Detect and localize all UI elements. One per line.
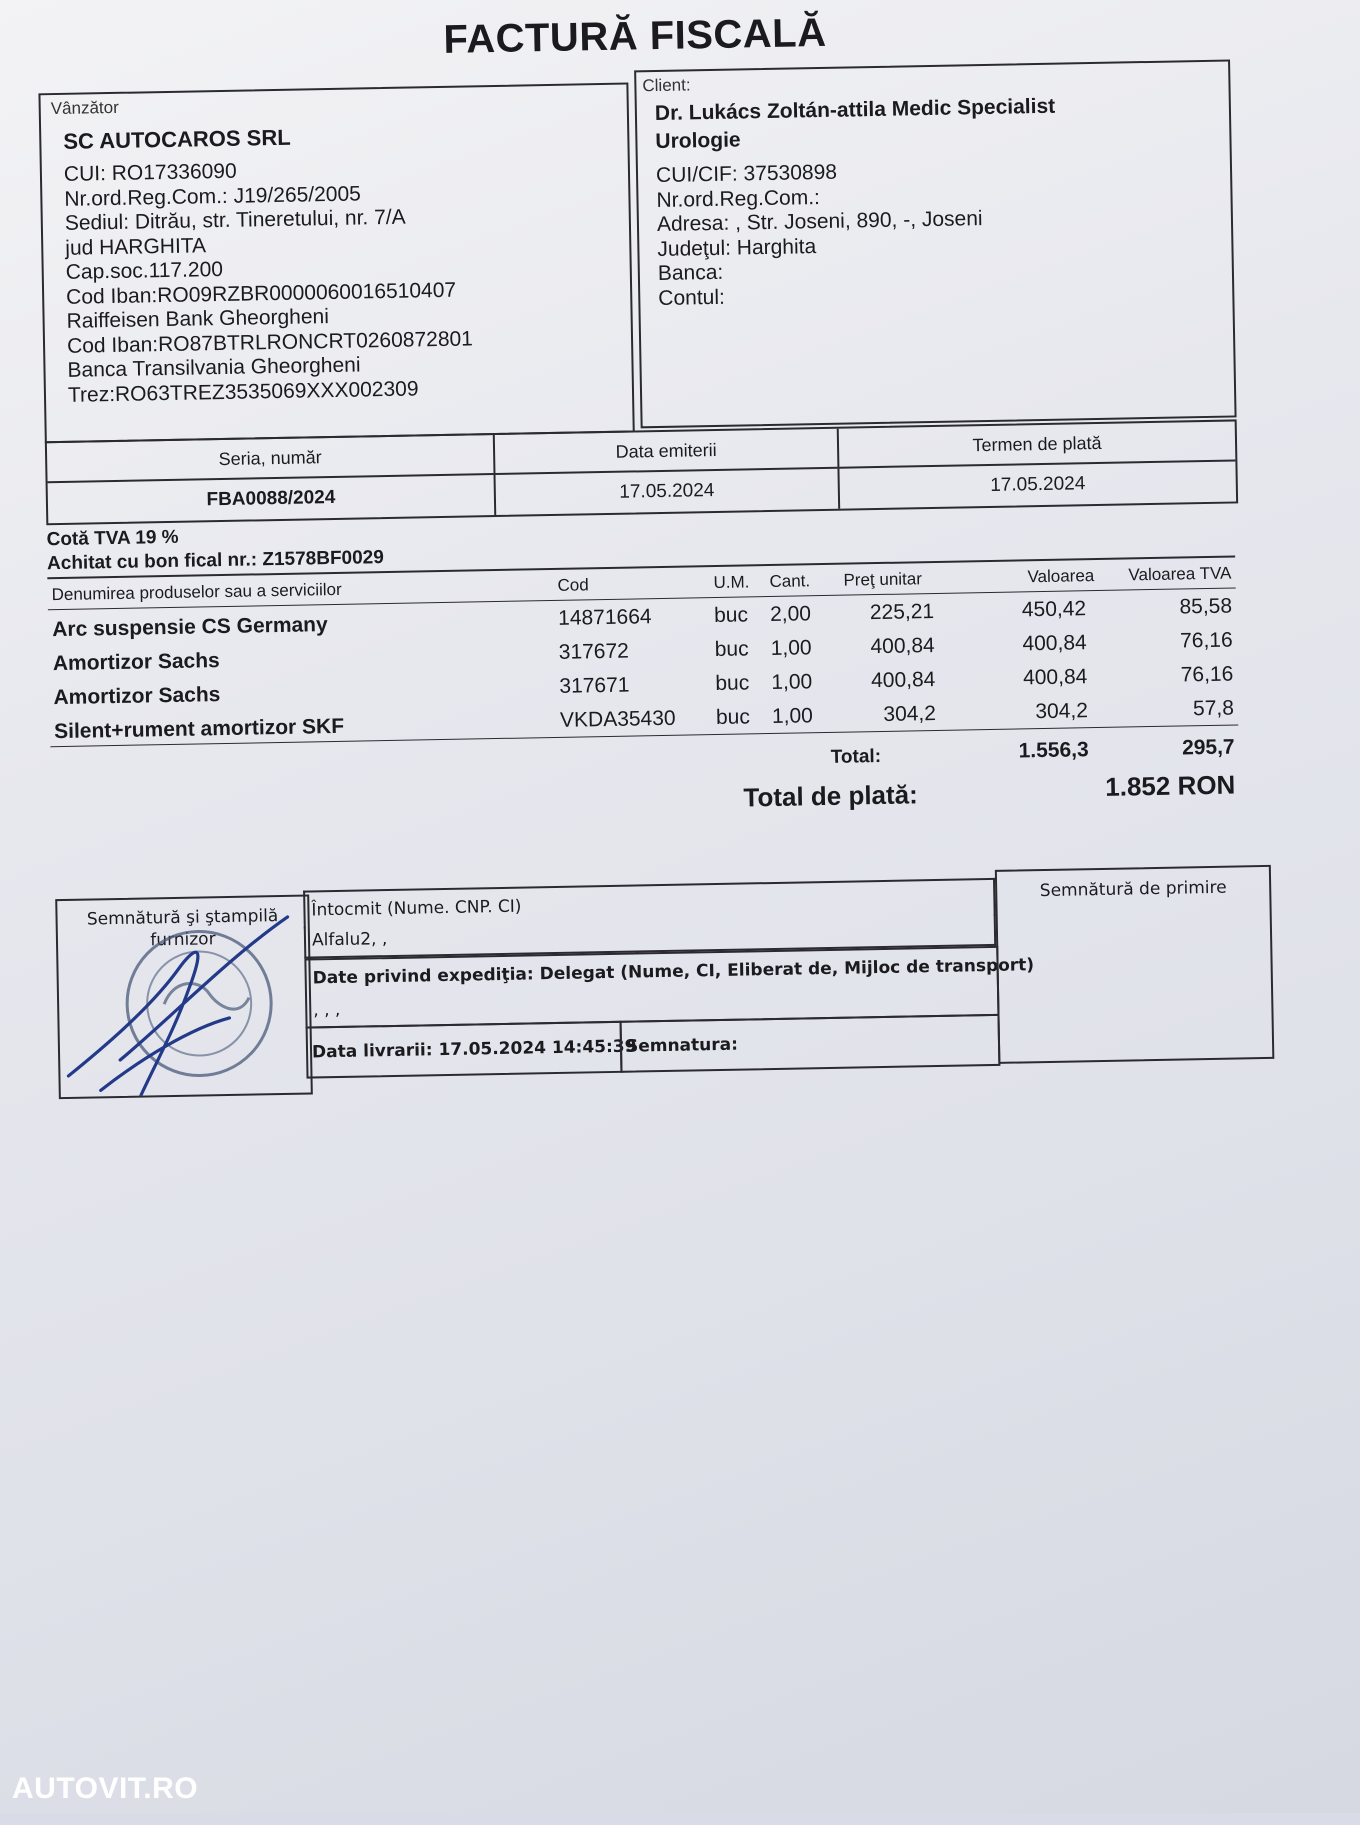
seller-line: Trez:RO63TREZ3535069XXX002309 — [67, 376, 419, 407]
header-qty: Cant. — [769, 571, 811, 592]
invoice-title: FACTURĂ FISCALĂ — [443, 10, 827, 62]
total-vat: 295,7 — [1181, 735, 1235, 760]
due-date-label: Termen de plată — [839, 421, 1236, 468]
row-value: 400,84 — [1022, 631, 1087, 656]
signature-scribble-icon — [66, 917, 291, 1097]
row-qty: 1,00 — [770, 636, 812, 660]
total-label: Total: — [830, 745, 882, 768]
row-code: 317671 — [559, 673, 630, 698]
row-value: 450,42 — [1021, 597, 1087, 622]
row-name: Amortizor Sachs — [52, 649, 220, 676]
client-line: Contul: — [658, 285, 726, 310]
row-um: buc — [715, 705, 751, 730]
row-um: buc — [713, 603, 749, 628]
delivery-date-cell — [306, 1021, 637, 1079]
row-vat: 57,8 — [1192, 696, 1235, 721]
row-qty: 1,00 — [771, 704, 814, 728]
client-line: Adresa: , Str. Joseni, 890, -, Joseni — [656, 207, 983, 237]
footer-table — [54, 835, 1270, 1067]
stamp-inner-ring-icon — [146, 951, 252, 1057]
row-qty: 2,00 — [769, 602, 812, 626]
stamp-logo-icon — [164, 982, 249, 1010]
header-name: Denumirea produselor sau a serviciilor — [51, 579, 342, 605]
row-vat: 76,16 — [1179, 628, 1233, 653]
row-code: 317672 — [558, 639, 630, 664]
row-unit-price: 400,84 — [870, 633, 935, 659]
seller-box — [38, 83, 634, 444]
shipping-label: Date privind expediţia: Delegat (Nume, CI, Eliberat de, Mijloc de transport) — [312, 955, 1035, 989]
delivery-date: Data livrarii: 17.05.2024 14:45:39 — [311, 1036, 637, 1063]
row-unit-price: 225,21 — [869, 599, 935, 625]
client-line: CUI/CIF: 37530898 — [655, 160, 838, 188]
row-name: Arc suspensie CS Germany — [52, 613, 328, 642]
total-value: 1.556,3 — [1018, 738, 1089, 763]
client-specialty: Urologie — [655, 128, 741, 154]
row-unit-price: 400,84 — [870, 667, 936, 693]
seller-name: SC AUTOCAROS SRL — [63, 124, 291, 154]
header-um: U.M. — [713, 572, 750, 593]
seller-line: Cod Iban:RO87BTRLRONCRT0260872801 — [66, 326, 474, 358]
seller-line: Sediul: Ditrău, str. Tineretului, nr. 7/A — [64, 205, 406, 235]
vat-rate: Cotă TVA 19 % — [46, 526, 179, 551]
row-code: 14871664 — [557, 605, 652, 630]
shipping-value: , , , — [313, 999, 341, 1021]
header-unit-price: Preţ unitar — [843, 569, 923, 590]
seller-line: Nr.ord.Reg.Com.: J19/265/2005 — [64, 181, 362, 211]
client-name: Dr. Lukács Zoltán-attila Medic Specialist — [654, 94, 1056, 126]
row-unit-price: 304,2 — [883, 701, 937, 726]
row-um: buc — [715, 671, 750, 696]
items-table — [47, 555, 1239, 831]
client-box — [634, 59, 1236, 428]
seller-line: CUI: RO17336090 — [63, 159, 237, 186]
seller-line: Cod Iban:RO09RZBR0000060016510407 — [65, 278, 457, 309]
grand-total-label: Total de plată: — [743, 779, 919, 813]
due-date-value: 17.05.2024 — [990, 473, 1086, 496]
signature-label: Semnatura: — [625, 1034, 739, 1057]
seller-line: Banca Transilvania Gheorgheni — [67, 353, 361, 382]
grand-total-value: 1.852 RON — [1104, 769, 1236, 802]
row-code: VKDA35430 — [559, 706, 676, 732]
seller-label: Vânzător — [50, 97, 119, 119]
prepared-value: Alfalu2, , — [311, 929, 388, 951]
row-qty: 1,00 — [771, 670, 813, 694]
watermark: AUTOVIT.RO — [12, 1772, 199, 1805]
row-vat: 76,16 — [1180, 662, 1234, 687]
series-value: FBA0088/2024 — [206, 486, 336, 511]
header-vat: Valoarea TVA — [1128, 563, 1232, 585]
issue-date-value: 17.05.2024 — [619, 480, 715, 503]
receipt-signature-label: Semnătură de primire — [1039, 877, 1227, 902]
receipt-number: Achitat cu bon fical nr.: Z1578BF0029 — [46, 547, 385, 575]
client-label: Client: — [642, 75, 691, 96]
header-code: Cod — [557, 575, 589, 595]
header-value: Valoarea — [1027, 566, 1095, 587]
supplier-signature-label: Semnătură şi ştampilă furnizor — [86, 906, 279, 951]
signature-cell — [620, 1014, 1001, 1073]
client-line: Judeţul: Harghita — [657, 234, 817, 261]
client-line: Banca: — [657, 260, 724, 285]
receipt-signature-cell — [995, 865, 1275, 1064]
prepared-label: Întocmit (Nume. CNP. CI) — [311, 896, 522, 921]
row-um: buc — [714, 637, 749, 662]
seller-line: Cap.soc.117.200 — [65, 257, 224, 284]
series-label: Seria, număr — [47, 435, 494, 483]
seller-line: Raiffeisen Bank Gheorgheni — [66, 305, 330, 333]
issue-date-label: Data emiterii — [495, 429, 838, 475]
stamp-and-signature — [57, 897, 311, 1098]
issue-date-cell — [495, 429, 840, 515]
client-line: Nr.ord.Reg.Com.: — [656, 185, 821, 212]
row-value: 400,84 — [1022, 665, 1088, 690]
row-value: 304,2 — [1035, 699, 1089, 724]
row-vat: 85,58 — [1179, 594, 1233, 619]
row-name: Amortizor Sachs — [53, 683, 221, 710]
row-name: Silent+rument amortizor SKF — [53, 714, 345, 744]
seller-line: jud HARGHITA — [65, 233, 207, 260]
supplier-signature-cell — [55, 894, 313, 1099]
due-date-cell — [839, 421, 1236, 508]
series-cell — [47, 435, 496, 523]
